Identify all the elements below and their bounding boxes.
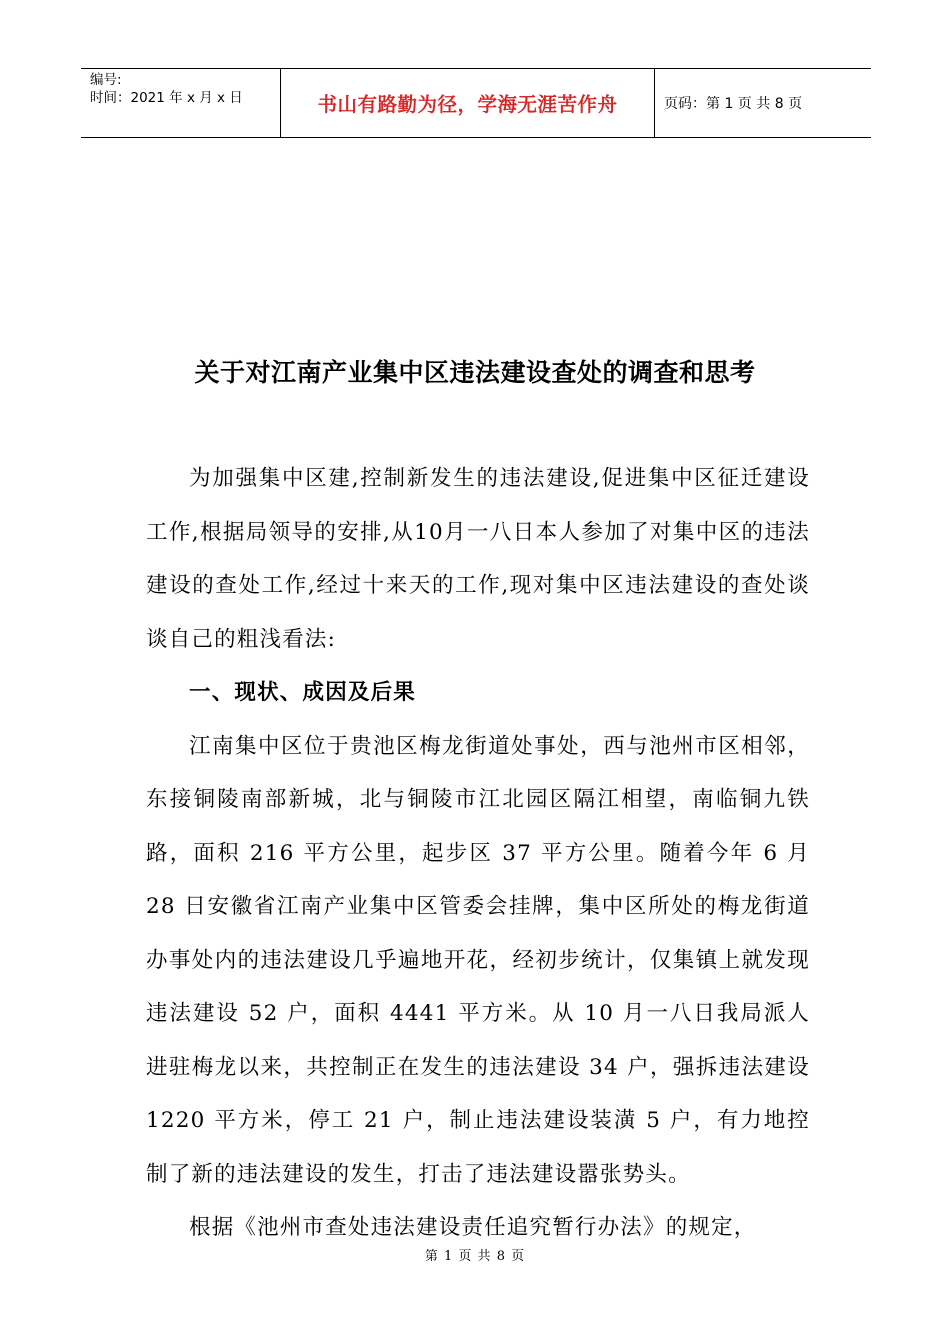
header-page-cell: [655, 69, 871, 137]
regulation-paragraph: 根据《池州市查处违法建设责任追究暂行办法》的规定，: [189, 1215, 757, 1240]
status-paragraph: 江南集中区位于贵池区梅龙街道处事处，西与池州市区相邻，东接铜陵南部新城，北与铜陵市江北园区隔江相望，南临铜九铁路，面积 216 平方公里，起步区 37 平方公里。随着今年 6 月 28 日安徽省江南产业集中区管委会挂牌，集中区所处的梅龙街道办事处内的违法建设几乎遍地开花，经初步统计，仅集镇上就发现违法建设 52 户，面积 4441 平方米。从 10 月一八日我局派人进驻梅龙以来，共控制正在发生的违法建设 34 户，强拆违法建设 1220 平方米，停工 21 户，制止违法建设装潢 5 户，有力地控制了新的违法建设的发生，打击了违法建设嚣张势头。: [146, 733, 810, 1187]
document-number-label: 编号:: [90, 72, 122, 88]
header-meta-cell: [81, 69, 281, 137]
intro-paragraph: 为加强集中区建,控制新发生的违法建设,促进集中区征迁建设工作,根据局领导的安排,从10月一八日本人参加了对集中区的违法建设的查处工作,经过十来天的工作,现对集中区违法建设的查处谈谈自己的粗浅看法:: [146, 466, 810, 652]
header-motto-cell: [281, 69, 655, 137]
document-body: [146, 452, 810, 1255]
section-heading: 一、现状、成因及后果: [189, 680, 417, 705]
document-header: [81, 68, 871, 138]
document-time-label: 时间：2021 年 x 月 x 日: [90, 90, 243, 106]
document-title: 关于对江南产业集中区违法建设查处的调查和思考: [194, 358, 756, 387]
page-code-text: 页码：第 1 页 共 8 页: [664, 96, 803, 112]
motto-text: 书山有路勤为径，学海无涯苦作舟: [317, 93, 618, 116]
page-footer: 第 1 页 共 8 页: [424, 1249, 526, 1264]
